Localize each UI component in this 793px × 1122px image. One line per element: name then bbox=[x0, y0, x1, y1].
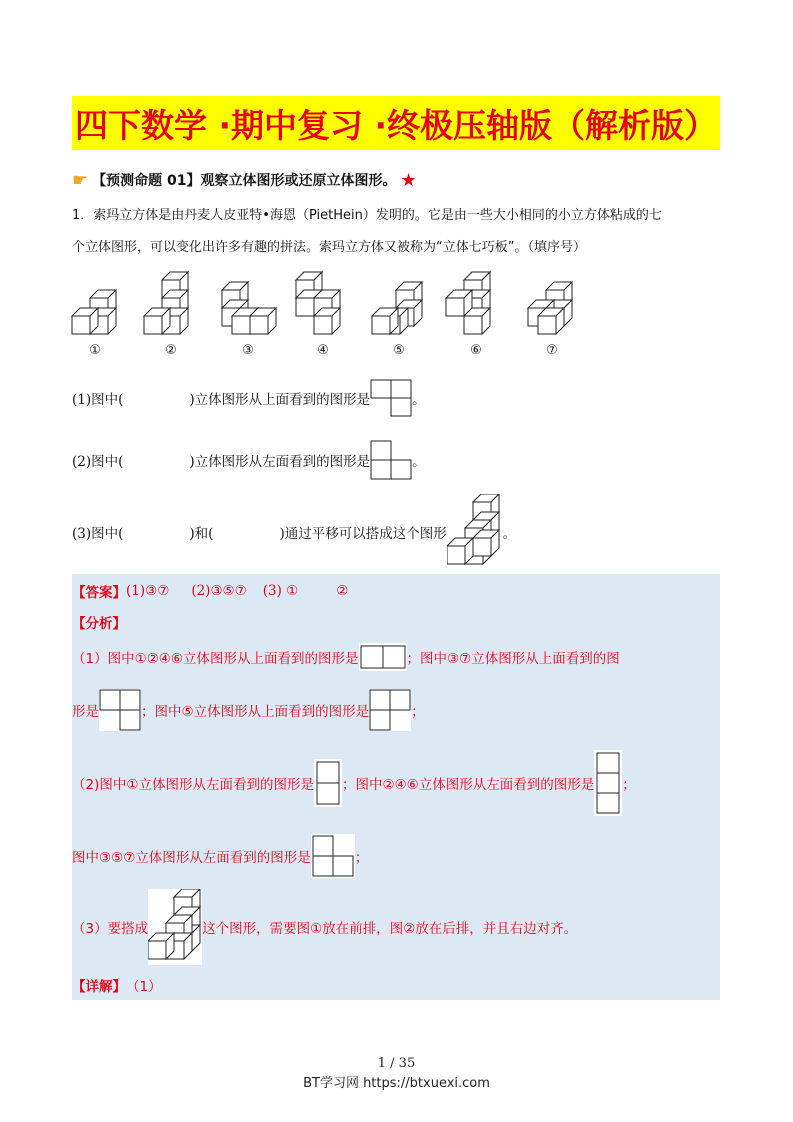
analysis-p4b: ； bbox=[354, 850, 369, 866]
sq3-part-b: )和( bbox=[189, 526, 214, 542]
figure-label-2: ② bbox=[165, 343, 177, 358]
answer-head: 【答案】 bbox=[72, 585, 126, 601]
figure-label-3: ③ bbox=[242, 343, 254, 358]
analysis-line-4 bbox=[72, 834, 368, 878]
topic-line bbox=[72, 168, 417, 192]
subquestion-2 bbox=[72, 448, 426, 472]
analysis-line-5 bbox=[72, 888, 577, 966]
sq3-part-a: (3)图中( bbox=[72, 526, 124, 542]
analysis-head: 【分析】 bbox=[72, 616, 126, 632]
combined-cubes-figure bbox=[447, 494, 503, 570]
page-title: 四下数学 ·期中复习 ·终极压轴版（解析版） bbox=[74, 105, 718, 145]
site-footer[interactable]: BT学习网 https://btxuexi.com bbox=[303, 1076, 490, 1091]
figure-2-cubes bbox=[144, 272, 188, 334]
figure-6-cubes bbox=[446, 272, 490, 334]
analysis-p5b: 这个图形，需要图①放在前排，图②放在后排，并且右边对齐。 bbox=[202, 921, 578, 937]
analysis-grid-left-view bbox=[311, 834, 355, 878]
sq2-end: 。 bbox=[412, 454, 426, 470]
analysis-line-2 bbox=[72, 688, 425, 732]
detail-text: （1） bbox=[126, 979, 162, 995]
pointing-hand-icon: ☛ bbox=[72, 169, 89, 191]
answer-line bbox=[72, 580, 348, 602]
detail-head: 【详解】 bbox=[72, 979, 126, 995]
answer-3b: ② bbox=[336, 583, 349, 599]
sq1-part-a: (1)图中( bbox=[72, 392, 124, 408]
analysis-head-line bbox=[72, 611, 126, 633]
sq1-end: 。 bbox=[412, 392, 426, 408]
analysis-p5a: （3）要搭成 bbox=[72, 921, 149, 937]
analysis-p2b: ；图中⑤立体图形从上面看到的图形是 bbox=[141, 704, 370, 720]
subquestion-3 bbox=[72, 494, 516, 570]
answer-2: (2)③⑤⑦ bbox=[191, 583, 247, 599]
sq1-part-b: )立体图形从上面看到的图形是 bbox=[189, 392, 371, 408]
analysis-grid-l-shape bbox=[369, 689, 411, 731]
analysis-p1b: ；图中③⑦立体图形从上面看到的图 bbox=[406, 651, 620, 667]
analysis-grid-1x2 bbox=[359, 643, 407, 671]
analysis-p3c: ； bbox=[622, 777, 636, 793]
analysis-p4a: 图中③⑤⑦立体图形从左面看到的图形是 bbox=[72, 850, 311, 866]
detail-line bbox=[72, 974, 162, 996]
figure-1-cubes bbox=[72, 290, 116, 334]
page-number: 1 / 35 bbox=[377, 1056, 416, 1071]
figure-label-1: ① bbox=[89, 343, 101, 358]
topic-label: 【预测命题 01】观察立体图形或还原立体图形。 bbox=[92, 173, 397, 189]
red-star-icon: ★ bbox=[400, 169, 417, 191]
analysis-p2c: ； bbox=[411, 704, 425, 720]
sq3-part-c: )通过平移可以搭成这个图形 bbox=[279, 526, 447, 542]
analysis-line-1 bbox=[72, 642, 620, 672]
analysis-p1a: （1）图中①②④⑥立体图形从上面看到的图形是 bbox=[72, 651, 359, 667]
figure-5-cubes bbox=[372, 282, 422, 334]
analysis-p3b: ；图中②④⑥立体图形从左面看到的图形是 bbox=[341, 777, 595, 793]
figure-label-6: ⑥ bbox=[470, 343, 482, 358]
analysis-grid-2x2-partial bbox=[99, 689, 141, 731]
analysis-grid-3x1 bbox=[594, 750, 622, 816]
sq3-end: 。 bbox=[502, 526, 517, 542]
figure-3-cubes bbox=[222, 282, 276, 334]
sq2-part-b: )立体图形从左面看到的图形是 bbox=[189, 454, 371, 470]
analysis-p2a: 形是 bbox=[72, 704, 99, 720]
analysis-grid-2x1 bbox=[314, 759, 342, 807]
answer-1: (1)③⑦ bbox=[126, 583, 170, 599]
question-line-1: 1．索玛立方体是由丹麦人皮亚特•海恩（PietHein）发明的。它是由一些大小相同的小立方体粘成的七 bbox=[72, 208, 662, 223]
analysis-p3a: （2)图中①立体图形从左面看到的图形是 bbox=[72, 777, 314, 793]
answer-3: (3) ① bbox=[262, 583, 299, 599]
figure-4-cubes bbox=[296, 272, 340, 334]
sq2-part-a: (2)图中( bbox=[72, 454, 124, 470]
question-line-2: 个立体图形，可以变化出许多有趣的拼法。索玛立方体又被称为“立体七巧板”。（填序号） bbox=[72, 240, 586, 255]
figure-label-5: ⑤ bbox=[393, 343, 405, 358]
subquestion-1 bbox=[72, 386, 426, 410]
analysis-line-3 bbox=[72, 750, 636, 816]
top-view-grid bbox=[370, 379, 412, 417]
analysis-combined-cubes bbox=[148, 889, 202, 965]
figure-label-7: ⑦ bbox=[546, 343, 558, 358]
figure-7-cubes bbox=[528, 282, 572, 334]
left-view-grid bbox=[370, 440, 412, 480]
figure-label-4: ④ bbox=[317, 343, 329, 358]
title-banner bbox=[72, 96, 720, 150]
soma-cubes-figure bbox=[68, 268, 588, 344]
